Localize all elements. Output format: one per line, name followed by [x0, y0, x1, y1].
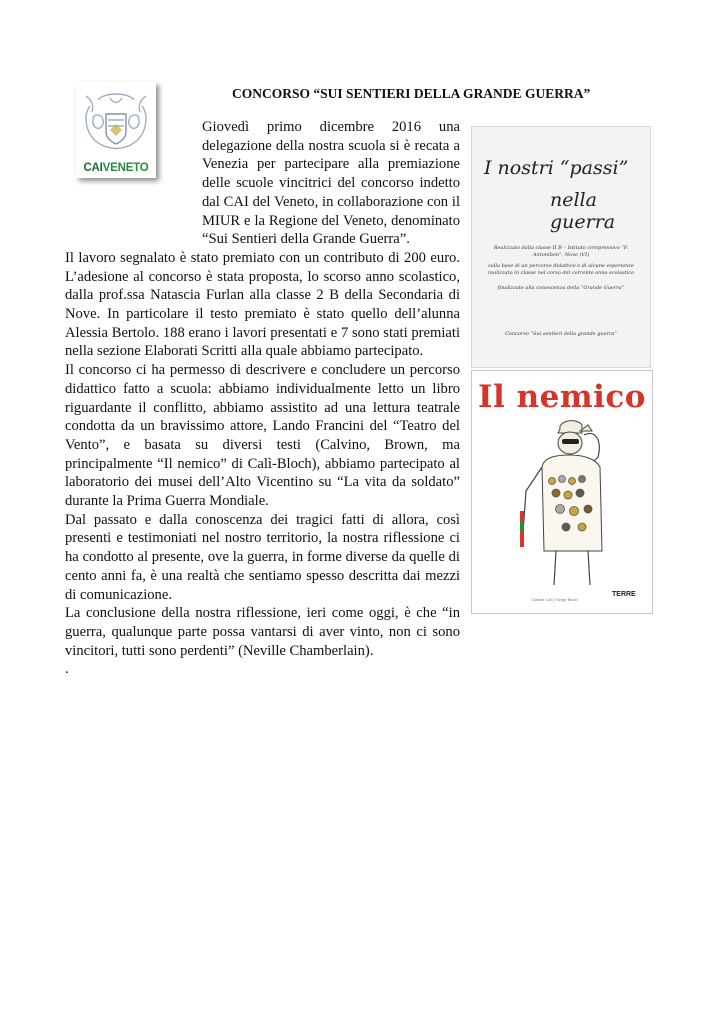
cover1-title-line1: I nostri “passi” [484, 157, 629, 179]
cover1-contest: Concorso “Sui sentieri della grande guerra” [505, 331, 617, 337]
article-body [65, 118, 460, 679]
cover1-purpose: finalizzate alla conoscenza della “Grande Guerra” [497, 285, 625, 291]
page-title: CONCORSO “SUI SENTIERI DELLA GRANDE GUERRA” [232, 86, 591, 101]
cover-i-nostri-passi [471, 126, 651, 368]
paragraph-6: . [65, 661, 69, 678]
paragraph-4: Dal passato e dalla conoscenza dei tragici fatti di allora, così presenti e testimoniati nel nostro territorio, la nostra riflessione ci ha condotto al presente, ove la guerra, in forme diverse da quelle di cento anni fa, è una realtà che sentiamo spesso descritta dai mezzi di comunicazione. [65, 511, 460, 603]
paragraph-1: Giovedì primo dicembre 2016 una delegazione della nostra scuola si è recata a Venezia per partecipare alla premiazione delle scuole vincitrici del concorso indetto dal CAI del Veneto, in collaborazione con il MIUR e la Regione del Veneto, denominato “Sui Sentieri della Grande Guerra”. [202, 119, 460, 248]
cover2-publisher: TERRE [612, 591, 636, 598]
cover2-authors: Davide Calì | Serge Bloch [532, 597, 578, 602]
cover1-desc: sulla base di un percorso didattico e di alcune esperienze realizzato in classe nel corso del corrente anno scolastico [487, 263, 635, 276]
paragraph-3: Il concorso ci ha permesso di descrivere e concludere un percorso didattico fatto a scuola: abbiamo individualmente letto un libro riguardante il conflitto, abbiamo assistito ad una lettura teatrale condotta da un bravissimo attore, Lando Francini del “Teatro del Vento”, e basata su diversi testi (Calvino, Brown, ma principalmente “Il nemico” di Calì-Bloch), abbiamo partecipato al laboratorio dei musei dell’Alto Vicentino su “La vita da soldato” durante la Prima Guerra Mondiale. [65, 362, 460, 510]
cover1-credit: Realizzato dalla classe II B – Istituto comprensivo “F. Antonibon”- Nove (VI) [493, 245, 629, 258]
cover2-title: Il nemico [478, 379, 646, 415]
paragraph-5: La conclusione della nostra riflessione, ieri come oggi, è che “in guerra, qualunque parte possa vantarsi di aver vinto, non ci sono vincitori, tutti sono perdenti” (Neville Chamberlain). [65, 605, 460, 659]
paragraph-2: Il lavoro segnalato è stato premiato con un contributo di 200 euro. L’adesione al concorso è stata proposta, lo scorso anno scolastico, dalla prof.ssa Natascia Furlan alla classe 2 B della Secondaria di Nove. In particolare il testo premiato è stato quello dell’alunna Alessia Bertolo. 188 erano i lavori presentati e 7 sono stati premiati nella sezione Elaborati Scritti alla quale abbiamo partecipato. [65, 249, 460, 360]
cover-il-nemico [471, 370, 653, 614]
saluting-soldier-illustration [472, 371, 652, 613]
logo-wordmark: CAIVENETO [83, 162, 149, 174]
cover1-title-line2: nella guerra [550, 189, 616, 233]
